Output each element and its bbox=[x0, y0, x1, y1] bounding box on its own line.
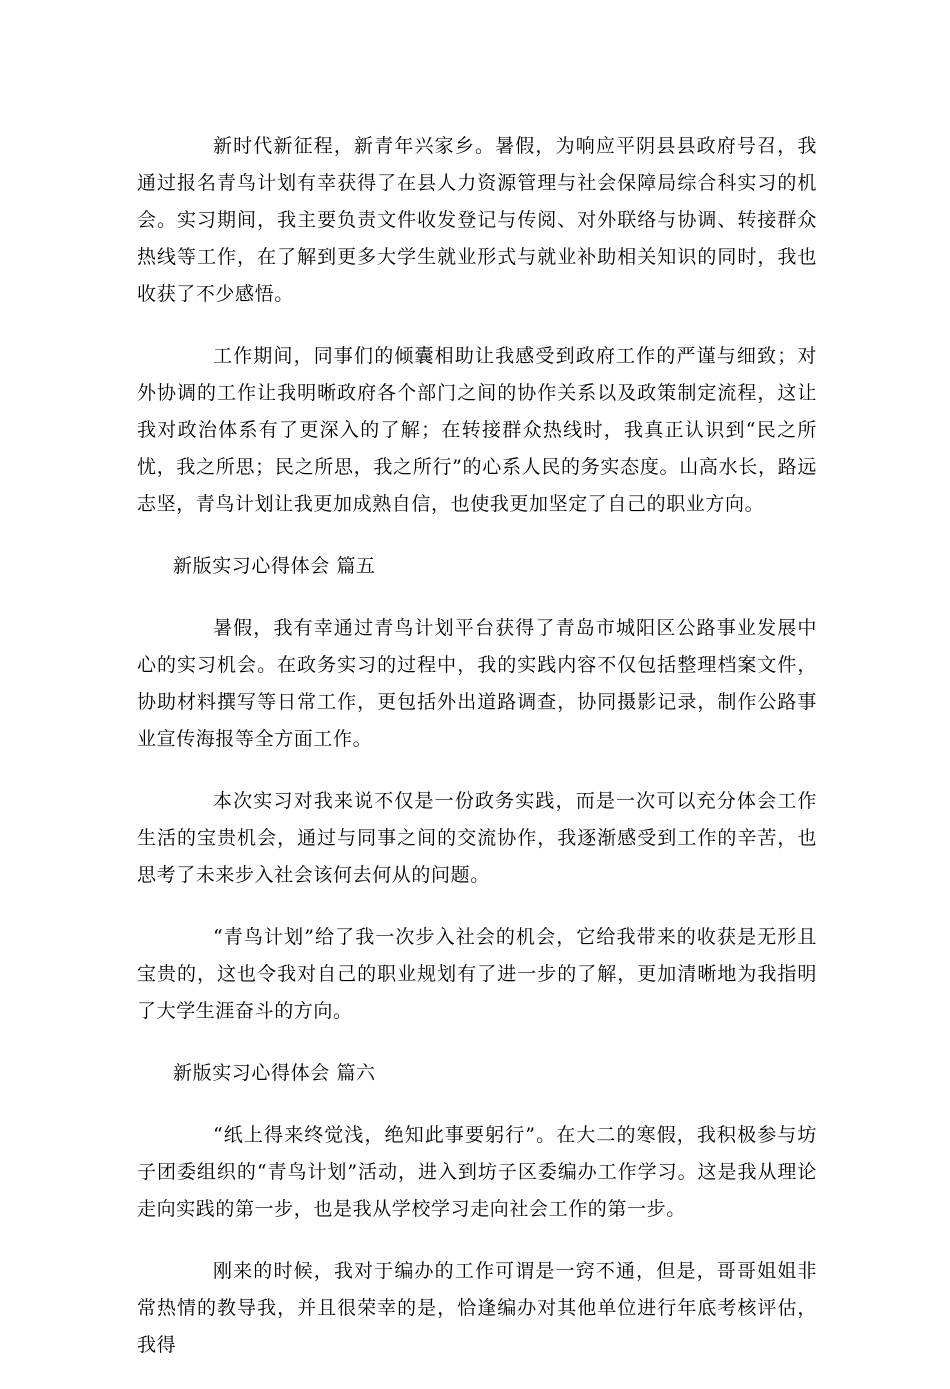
document-body bbox=[137, 128, 817, 1389]
paragraph-1: 新时代新征程，新青年兴家乡。暑假，为响应平阴县县政府号召，我通过报名青鸟计划有幸获得了在县人力资源管理与社会保障局综合科实习的机会。实习期间，我主要负责文件收发登记与传阅、对外联络与协调、转接群众热线等工作，在了解到更多大学生就业形式与就业补助相关知识的同时，我也收获了不少感悟。 bbox=[137, 135, 817, 305]
section-heading-6: 新版实习心得体会 篇六 bbox=[173, 1062, 376, 1084]
paragraph-4: 本次实习对我来说不仅是一份政务实践，而是一次可以充分体会工作生活的宝贵机会，通过与同事之间的交流协作，我逐渐感受到工作的辛苦，也思考了未来步入社会该何去何从的问题。 bbox=[137, 790, 817, 886]
paragraph-5: “青鸟计划”给了我一次步入社会的机会，它给我带来的收获是无形且宝贵的，这也令我对自己的职业规划有了进一步的了解，更加清晰地为我指明了大学生涯奋斗的方向。 bbox=[137, 926, 817, 1022]
paragraph-7: 刚来的时候，我对于编办的工作可谓是一窍不通，但是，哥哥姐姐非常热情的教导我，并且很荣幸的是，恰逢编办对其他单位进行年底考核评估，我得 bbox=[137, 1260, 817, 1356]
paragraph-6: “纸上得来终觉浅，绝知此事要躬行”。在大二的寒假，我积极参与坊子团委组织的“青鸟计划”活动，进入到坊子区委编办工作学习。这是我从理论走向实践的第一步，也是我从学校学习走向社会工作的第一步。 bbox=[137, 1124, 817, 1220]
section-heading-5: 新版实习心得体会 篇五 bbox=[173, 555, 376, 577]
paragraph-3: 暑假，我有幸通过青鸟计划平台获得了青岛市城阳区公路事业发展中心的实习机会。在政务实习的过程中，我的实践内容不仅包括整理档案文件，协助材料撰写等日常工作，更包括外出道路调查，协同摄影记录，制作公路事业宣传海报等全方面工作。 bbox=[137, 617, 817, 750]
paragraph-2: 工作期间，同事们的倾囊相助让我感受到政府工作的严谨与细致；对外协调的工作让我明晰政府各个部门之间的协作关系以及政策制定流程，这让我对政治体系有了更深入的了解；在转接群众热线时，我真正认识到“民之所忧，我之所思；民之所思，我之所行”的心系人民的务实态度。山高水长，路远志坚，青鸟计划让我更加成熟自信，也使我更加坚定了自己的职业方向。 bbox=[137, 345, 817, 515]
